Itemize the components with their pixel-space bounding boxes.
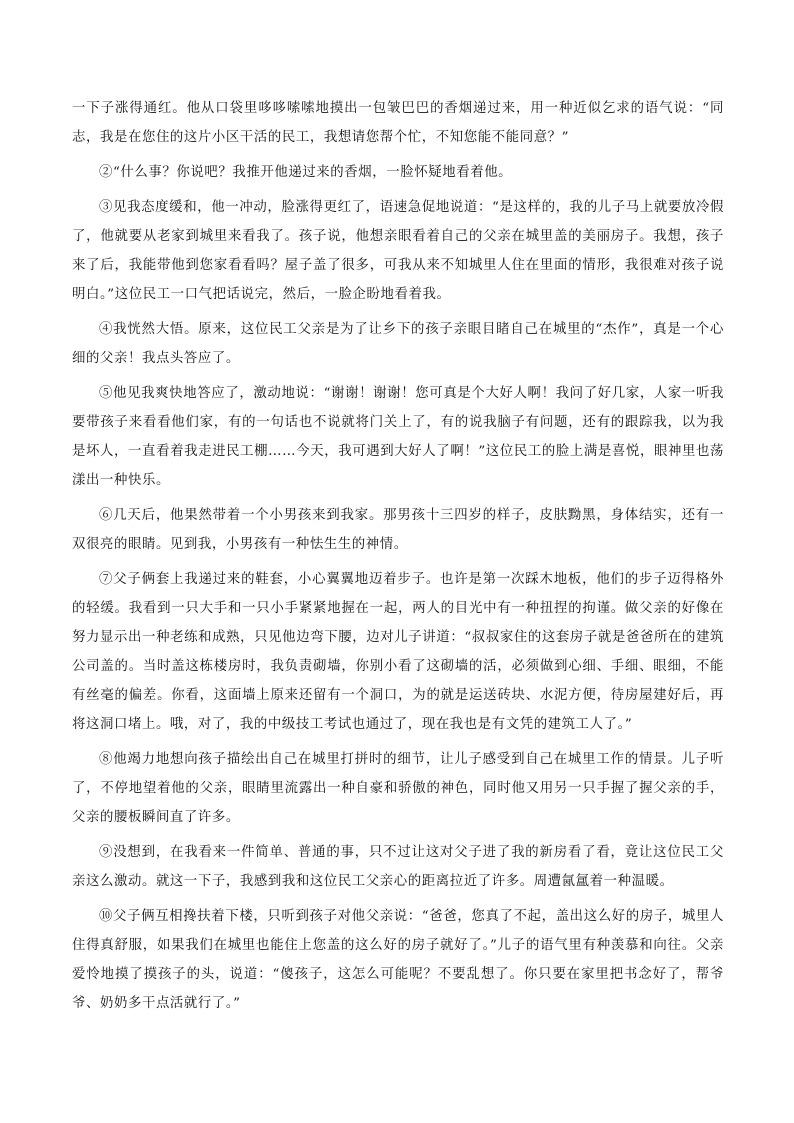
document-page bbox=[72, 94, 724, 1024]
paragraph-10: ⑩父子俩互相搀扶着下楼，只听到孩子对他父亲说：“爸爸，您真了不起，盖出这么好的房子，城里人住得真舒服，如果我们在城里也能住上您盖的这么好的房子就好了。”儿子的语气里有种羡慕和向往。父亲爱怜地摸了摸孩子的头，说道：“傻孩子，这怎么可能呢？不要乱想了。你只要在家里把书念好了，帮爷爷、奶奶多干点活就行了。” bbox=[72, 909, 724, 1011]
paragraph-6: ⑥几天后，他果然带着一个小男孩来到我家。那男孩十三四岁的样子，皮肤黝黑，身体结实，还有一双很亮的眼睛。见到我，小男孩有一种怯生生的神情。 bbox=[72, 508, 724, 552]
paragraph-9: ⑨没想到，在我看来一件简单、普通的事，只不过让这对父子进了我的新房看了看，竟让这位民工父亲这么激动。就这一下子，我感到我和这位民工父亲心的距离拉近了许多。周遭氤氲着一种温暖。 bbox=[72, 845, 724, 889]
paragraph-continuation: 一下子涨得通红。他从口袋里哆哆嗦嗦地摸出一包皱巴巴的香烟递过来，用一种近似乞求的语气说：“同志，我是在您住的这片小区干活的民工，我想请您帮个忙，不知您能不能同意？” bbox=[72, 101, 724, 145]
paragraph-2: ②“什么事？你说吧？我推开他递过来的香烟，一脸怀疑地看着他。 bbox=[99, 165, 513, 180]
paragraph-8: ⑧他竭力地想向孩子描绘出自己在城里打拼时的细节，让儿子感受到自己在城里工作的情景。儿子听了，不停地望着他的父亲，眼睛里流露出一种自豪和骄傲的神色，同时他又用另一只手握了握父亲的手，父亲的腰板瞬间直了许多。 bbox=[72, 752, 724, 825]
paragraph-7: ⑦父子俩套上我递过来的鞋套，小心翼翼地迈着步子。也许是第一次踩木地板，他们的步子迈得格外的轻缓。我看到一只大手和一只小手紧紧地握在一起，两人的目光中有一种扭捏的拘谨。做父亲的好像在努力显示出一种老练和成熟，只见他边弯下腰，边对儿子讲道：“叔叔家住的这套房子就是爸爸所在的建筑公司盖的。当时盖这栋楼房时，我负责砌墙，你别小看了这砌墙的活，必须做到心细、手细、眼细，不能有丝毫的偏差。你看，这面墙上原来还留有一个洞口，为的就是运送砖块、水泥方便，待房屋建好后，再将这洞口堵上。哦，对了，我的中级技工考试也通过了，现在我也是有文凭的建筑工人了。” bbox=[72, 572, 724, 732]
paragraph-3: ③见我态度缓和，他一冲动，脸涨得更红了，语速急促地说道：“是这样的，我的儿子马上就要放冷假了，他就要从老家到城里来看我了。孩子说，他想亲眼看着自己的父亲在城里盖的美丽房子。我想，孩子来了后，我能带他到您家看看吗？屋子盖了很多，可我从来不知城里人住在里面的情形，我很难对孩子说明白。”这位民工一口气把话说完，然后，一脸企盼地看着我。 bbox=[72, 200, 724, 302]
paragraph-4: ④我恍然大悟。原来，这位民工父亲是为了让乡下的孩子亲眼目睹自己在城里的“杰作”，真是一个心细的父亲！我点头答应了。 bbox=[72, 322, 724, 366]
paragraph-5: ⑤他见我爽快地答应了，激动地说：“谢谢！谢谢！您可真是个大好人啊！我问了好几家，人家一听我要带孩子来看看他们家，有的一句话也不说就将门关上了，有的说我脑子有问题，还有的跟踪我，以为我是坏人，一直看着我走进民工棚……今天，我可遇到大好人了啊！”这位民工的脸上满是喜悦，眼神里也荡漾出一种快乐。 bbox=[72, 386, 724, 488]
